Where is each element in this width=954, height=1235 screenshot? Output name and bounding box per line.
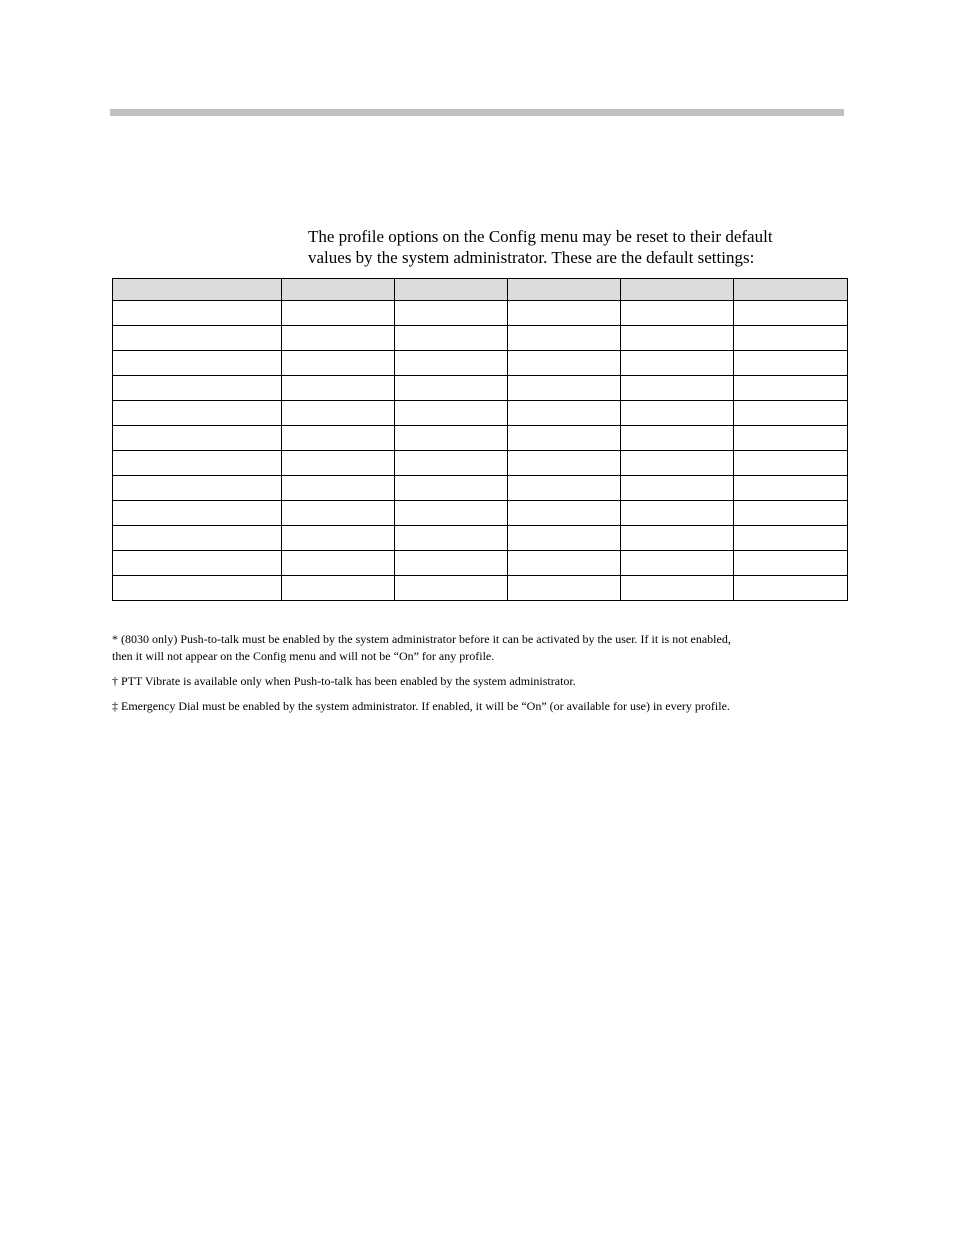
table-cell: [113, 501, 282, 526]
table-cell: [621, 526, 734, 551]
table-cell: [508, 326, 621, 351]
table-cell: [508, 426, 621, 451]
table-cell: [734, 376, 848, 401]
table-cell: [734, 401, 848, 426]
table-cell: [734, 326, 848, 351]
table-row: [113, 451, 848, 476]
table-cell: [508, 401, 621, 426]
table-cell: [734, 501, 848, 526]
header-cell: [621, 279, 734, 301]
footnote-ptt-vibrate: † PTT Vibrate is available only when Push-to-talk has been enabled by the system administrator.: [112, 674, 576, 688]
table-cell: [113, 576, 282, 601]
table-cell: [282, 451, 395, 476]
table-cell: [621, 476, 734, 501]
table-row: [113, 426, 848, 451]
intro-line-1: The profile options on the Config menu may be reset to their default: [308, 227, 773, 246]
table-cell: [395, 451, 508, 476]
table-cell: [508, 526, 621, 551]
table-row: [113, 376, 848, 401]
table-cell: [113, 401, 282, 426]
table-cell: [734, 551, 848, 576]
table-cell: [621, 501, 734, 526]
table-cell: [621, 301, 734, 326]
header-cell: [508, 279, 621, 301]
table-row: [113, 326, 848, 351]
table-cell: [282, 351, 395, 376]
table-cell: [734, 526, 848, 551]
table-row: [113, 351, 848, 376]
table-cell: [508, 376, 621, 401]
table-body: [113, 301, 848, 601]
intro-line-2: values by the system administrator. These are the default settings:: [308, 248, 755, 267]
table-row: [113, 476, 848, 501]
table-cell: [734, 426, 848, 451]
table-cell: [508, 576, 621, 601]
table-row: [113, 401, 848, 426]
table-cell: [734, 476, 848, 501]
header-cell: [395, 279, 508, 301]
default-settings-table: [112, 278, 848, 601]
table-cell: [621, 376, 734, 401]
table-row: [113, 501, 848, 526]
table-cell: [395, 351, 508, 376]
header-rule: [110, 109, 844, 116]
table-cell: [282, 376, 395, 401]
footnote-ptt-line-2: then it will not appear on the Config menu and will not be “On” for any profile.: [112, 649, 495, 663]
header-cell: [282, 279, 395, 301]
table-cell: [113, 551, 282, 576]
table-cell: [113, 476, 282, 501]
table-cell: [113, 326, 282, 351]
table-cell: [734, 451, 848, 476]
table-header-row: [113, 279, 848, 301]
table-cell: [113, 451, 282, 476]
table-cell: [395, 576, 508, 601]
table-cell: [282, 551, 395, 576]
table-cell: [113, 526, 282, 551]
table-cell: [113, 376, 282, 401]
header-cell: [113, 279, 282, 301]
table-cell: [395, 501, 508, 526]
table-cell: [508, 476, 621, 501]
table-cell: [282, 476, 395, 501]
table-cell: [508, 351, 621, 376]
table-cell: [395, 426, 508, 451]
table-cell: [621, 426, 734, 451]
table-cell: [621, 401, 734, 426]
table-cell: [734, 576, 848, 601]
table-cell: [282, 501, 395, 526]
table-cell: [734, 301, 848, 326]
table-cell: [282, 301, 395, 326]
table-cell: [282, 526, 395, 551]
table-cell: [621, 576, 734, 601]
table-cell: [508, 451, 621, 476]
footnote-ptt-line-1: * (8030 only) Push-to-talk must be enabled by the system administrator before it can be activated by the user. If it is not enabled,: [112, 632, 731, 646]
header-cell: [734, 279, 848, 301]
table-cell: [508, 551, 621, 576]
table-row: [113, 526, 848, 551]
table-cell: [734, 351, 848, 376]
footnotes: [112, 631, 832, 723]
table-cell: [282, 401, 395, 426]
table-cell: [508, 301, 621, 326]
table-cell: [113, 351, 282, 376]
intro-paragraph: [308, 226, 838, 268]
table-cell: [621, 551, 734, 576]
table-cell: [395, 301, 508, 326]
table-cell: [395, 401, 508, 426]
table-cell: [508, 501, 621, 526]
table-cell: [395, 526, 508, 551]
table-cell: [395, 476, 508, 501]
table-cell: [395, 376, 508, 401]
table-cell: [621, 451, 734, 476]
table-cell: [282, 576, 395, 601]
table-cell: [282, 326, 395, 351]
table-cell: [395, 551, 508, 576]
table-row: [113, 301, 848, 326]
table-cell: [621, 351, 734, 376]
table-row: [113, 576, 848, 601]
table-cell: [621, 326, 734, 351]
table-cell: [113, 301, 282, 326]
table-cell: [282, 426, 395, 451]
footnote-emergency-dial: ‡ Emergency Dial must be enabled by the system administrator. If enabled, it will be “On” (or available for use) in every profile.: [112, 699, 730, 713]
table-cell: [395, 326, 508, 351]
table-cell: [113, 426, 282, 451]
footnote-push-to-talk: [112, 631, 832, 665]
table-row: [113, 551, 848, 576]
